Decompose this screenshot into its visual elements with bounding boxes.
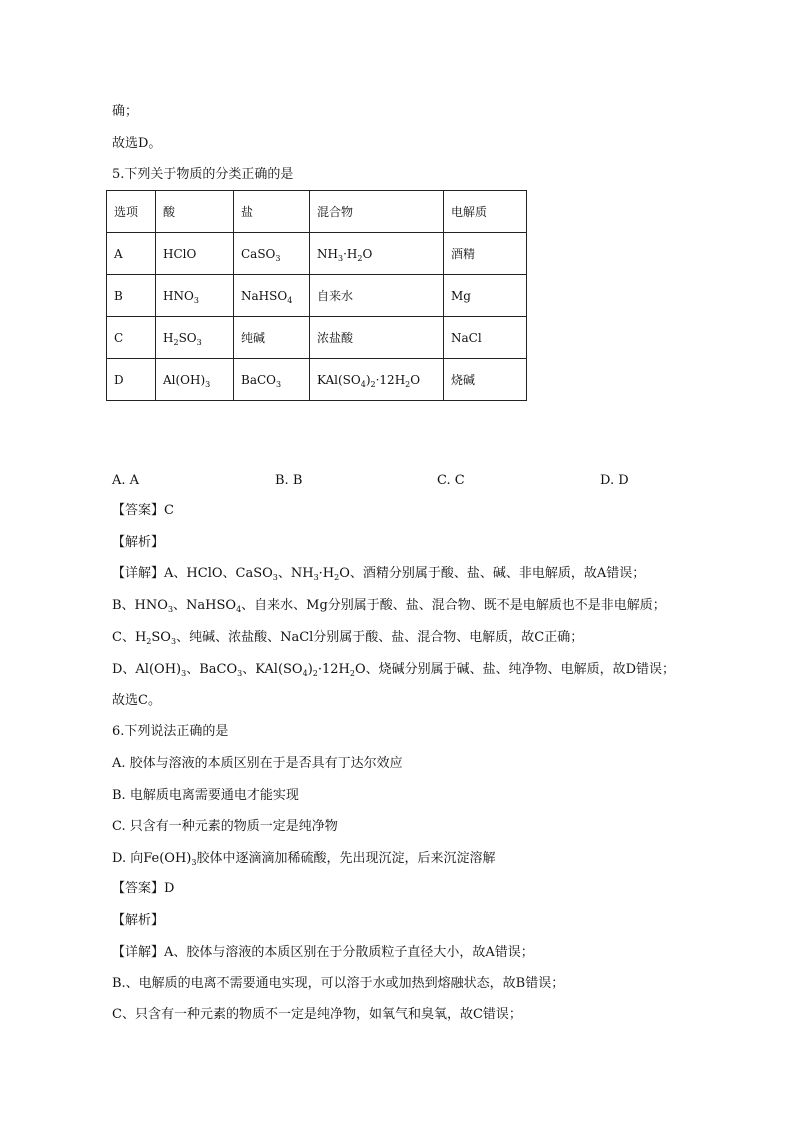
detail-line — [112, 566, 645, 582]
table-cell: 烧碱 — [444, 359, 527, 401]
detail-line: D、$Al(OH)_3$、BaCO$_3$、$KAl(SO_4)_2\cdot 12H_2O$、烧碱分别属于碱、盐、纯净物、电解质，故D错误； — [112, 662, 676, 678]
table-cell: A — [107, 233, 156, 275]
answer-line — [112, 503, 174, 519]
table-cell: $HNO_3$ — [156, 275, 234, 317]
detail-line: B、$HNO_3$、NaHSO$_4$、自来水、Mg分别属于酸、盐、混合物、既不是电解质也不是非电解质； — [112, 598, 666, 614]
answer-tag: 【答案】 — [112, 503, 165, 518]
option-d: D. D — [600, 473, 629, 488]
answer-line — [112, 881, 174, 897]
classification-table — [106, 190, 527, 401]
option-d: D. 向$Fe(OH)_3$胶体中逐滴滴加稀硫酸，先出现沉淀，后来沉淀溶解 — [112, 851, 496, 867]
detail-line: C、$H_2SO_3$、纯碱、浓盐酸、NaCl分别属于酸、盐、混合物、电解质，故C正确； — [112, 630, 584, 646]
table-row — [107, 317, 527, 359]
option-c: C. 只含有一种元素的物质一定是纯净物 — [112, 819, 338, 834]
analysis-heading: 【解析】 — [112, 913, 165, 928]
table-cell: 浓盐酸 — [310, 317, 444, 359]
table-header-cell: 混合物 — [310, 191, 444, 233]
option-b: B. 电解质电离需要通电才能实现 — [112, 788, 299, 803]
table-cell: $NH_3\cdot H_2O$ — [310, 233, 444, 275]
table-cell: NaHSO$_4$ — [234, 275, 310, 317]
answer-value: C — [164, 503, 174, 518]
table-row — [107, 359, 527, 401]
analysis-heading: 【解析】 — [112, 535, 165, 550]
table-cell: B — [107, 275, 156, 317]
table-row — [107, 275, 527, 317]
detail-text: A、胶体与溶液的本质区别在于分散质粒子直径大小，故A错误； — [164, 945, 534, 960]
table-cell: CaSO$_3$ — [234, 233, 310, 275]
detail-line: C、只含有一种元素的物质不一定是纯净物，如氧气和臭氧，故C错误； — [112, 1007, 522, 1022]
table-cell: BaCO$_3$ — [234, 359, 310, 401]
table-header-cell: 酸 — [156, 191, 234, 233]
table-cell: $Al(OH)_3$ — [156, 359, 234, 401]
question-title: 6.下列说法正确的是 — [112, 724, 229, 739]
table-cell: Mg — [444, 275, 527, 317]
detail-line: B.、电解质的电离不需要通电实现，可以溶于水或加热到熔融状态，故B错误； — [112, 976, 565, 991]
detail-line — [112, 945, 534, 961]
table-header-row — [107, 191, 527, 233]
table-row — [107, 233, 527, 275]
table-header-cell: 选项 — [107, 191, 156, 233]
table-cell: HClO — [156, 233, 234, 275]
table-cell: $KAl(SO_4)_2\cdot 12H_2O$ — [310, 359, 444, 401]
table-cell: D — [107, 359, 156, 401]
table-cell: $H_2SO_3$ — [156, 317, 234, 359]
option-a: A. A — [112, 473, 140, 488]
option-b: B. B — [275, 473, 303, 488]
table-cell: NaCl — [444, 317, 527, 359]
table-header-cell: 盐 — [234, 191, 310, 233]
option-a: A. 胶体与溶液的本质区别在于是否具有丁达尔效应 — [112, 756, 403, 771]
table-header-cell: 电解质 — [444, 191, 527, 233]
option-c: C. C — [437, 473, 465, 488]
conclusion-line: 故选C。 — [112, 693, 161, 708]
table-cell: 酒精 — [444, 233, 527, 275]
detail-text: A、HClO、CaSO$_3$、$NH_3\cdot H_2O$、酒精分别属于酸、盐、碱、非电解质，故A错误； — [164, 566, 646, 582]
table-cell: C — [107, 317, 156, 359]
table-cell: 纯碱 — [234, 317, 310, 359]
question-title: 5.下列关于物质的分类正确的是 — [112, 167, 294, 182]
answer-tag: 【答案】 — [112, 881, 165, 896]
answer-value: D — [164, 881, 175, 896]
text-line: 故选D。 — [112, 136, 162, 151]
detail-tag: 【详解】 — [112, 566, 165, 581]
detail-tag: 【详解】 — [112, 945, 165, 960]
table-cell: 自来水 — [310, 275, 444, 317]
text-line: 确； — [112, 104, 139, 119]
